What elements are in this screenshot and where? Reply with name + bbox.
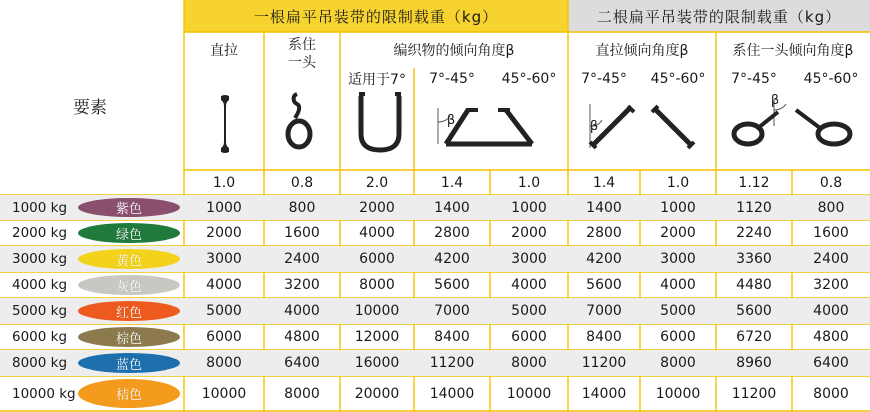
load-value: 6720 — [736, 329, 772, 345]
color-swatch — [78, 353, 180, 373]
color-name: 紫色 — [115, 202, 142, 217]
load-value: 5600 — [586, 277, 622, 293]
color-swatch — [78, 223, 180, 243]
capacity-label: 1000 kg — [12, 199, 68, 216]
load-value: 4000 — [511, 277, 547, 293]
load-value: 1000 — [206, 199, 242, 216]
factor-cell: 0.8 — [819, 174, 843, 191]
load-value: 4000 — [813, 303, 849, 319]
load-value: 10000 — [655, 385, 701, 402]
factor-cell: 1.4 — [440, 174, 464, 191]
col-double-straight: 直拉倾向角度β — [595, 43, 689, 59]
load-value: 5000 — [660, 303, 696, 319]
load-value: 3360 — [736, 251, 772, 267]
load-value: 1120 — [736, 199, 772, 216]
load-value: 1000 — [511, 199, 547, 216]
load-value: 8400 — [586, 329, 622, 345]
factor-cell: 1.12 — [738, 174, 770, 191]
load-value: 2000 — [511, 225, 547, 241]
angle-dbl-choke-a: 7°-45° — [731, 71, 777, 87]
load-value: 2400 — [284, 251, 320, 267]
capacity-label: 3000 kg — [12, 251, 68, 267]
color-name: 红色 — [115, 305, 142, 321]
capacity-label: 4000 kg — [12, 277, 68, 293]
angle-basket-a: 适用于7° — [348, 72, 406, 88]
load-value: 2000 — [206, 225, 242, 241]
color-name: 绿色 — [115, 227, 142, 243]
color-swatch — [78, 379, 180, 408]
color-swatch — [78, 275, 180, 295]
load-value: 6000 — [660, 329, 696, 345]
load-value: 8000 — [813, 385, 849, 402]
double-choke-sling-icon — [730, 98, 866, 152]
angle-basket-b: 7°-45° — [429, 71, 475, 87]
load-value: 4800 — [284, 329, 320, 345]
load-value: 4200 — [586, 251, 622, 267]
beta-label-double-choke: β — [770, 92, 780, 108]
load-value: 3000 — [206, 251, 242, 267]
load-value: 12000 — [354, 329, 400, 345]
load-value: 6000 — [359, 251, 395, 267]
load-value: 1400 — [434, 199, 470, 216]
angle-dbl-straight-a: 7°-45° — [581, 71, 627, 87]
basket-sling-icon — [355, 94, 405, 154]
load-value: 6400 — [813, 355, 849, 371]
load-value: 8000 — [359, 277, 395, 293]
load-value: 5000 — [206, 303, 242, 319]
load-value: 4000 — [660, 277, 696, 293]
angle-dbl-straight-b: 45°-60° — [650, 71, 706, 87]
double-sling-title: 二根扁平吊装带的限制载重（kg） — [596, 7, 842, 26]
load-value: 5000 — [511, 303, 547, 319]
factor-cell: 0.8 — [290, 174, 314, 191]
load-value: 800 — [288, 199, 316, 216]
load-value: 11200 — [581, 355, 627, 371]
load-value: 14000 — [429, 385, 475, 402]
load-value: 3000 — [660, 251, 696, 267]
load-value: 4000 — [284, 303, 320, 319]
load-value: 2000 — [660, 225, 696, 241]
load-value: 3200 — [813, 277, 849, 293]
load-value: 8960 — [736, 355, 772, 371]
load-value: 1600 — [284, 225, 320, 241]
col-basket: 编织物的倾向角度β — [393, 43, 515, 59]
color-name: 黄色 — [115, 253, 142, 269]
color-swatch — [78, 249, 180, 269]
load-value: 10000 — [354, 303, 400, 319]
load-value: 14000 — [581, 385, 627, 402]
load-value: 2800 — [586, 225, 622, 241]
color-name: 蓝色 — [115, 357, 142, 373]
choke-sling-icon — [282, 92, 316, 152]
beta-label-basket: β — [446, 112, 456, 128]
load-value: 1400 — [586, 199, 622, 216]
color-name: 棕色 — [115, 331, 142, 347]
load-value: 4480 — [736, 277, 772, 293]
factor-cell: 2.0 — [365, 174, 389, 191]
single-sling-title: 一根扁平吊装带的限制载重（kg） — [253, 7, 499, 26]
factor-cell: 1.4 — [592, 174, 616, 191]
load-value: 2000 — [359, 199, 395, 216]
factor-cell: 1.0 — [212, 174, 236, 191]
load-value: 4000 — [206, 277, 242, 293]
color-name: 灰色 — [115, 279, 142, 295]
load-value: 8000 — [511, 355, 547, 371]
factor-cell: 1.0 — [517, 174, 541, 191]
load-value: 4200 — [434, 251, 470, 267]
load-value: 4800 — [813, 329, 849, 345]
load-value: 8000 — [284, 385, 320, 402]
load-value: 2240 — [736, 225, 772, 241]
angle-basket-c: 45°-60° — [501, 71, 557, 87]
load-value: 6400 — [284, 355, 320, 371]
load-value: 11200 — [731, 385, 777, 402]
load-value: 1000 — [660, 199, 696, 216]
load-value: 5600 — [736, 303, 772, 319]
color-name: 桔色 — [115, 388, 142, 403]
load-value: 4000 — [359, 225, 395, 241]
capacity-label: 6000 kg — [12, 329, 68, 345]
load-value: 20000 — [354, 385, 400, 402]
straight-sling-icon — [215, 94, 235, 154]
color-swatch — [78, 198, 180, 217]
col-double-choke: 系住一头倾向角度β — [732, 43, 854, 59]
load-value: 6000 — [511, 329, 547, 345]
capacity-label: 8000 kg — [12, 355, 68, 371]
angle-dbl-choke-b: 45°-60° — [803, 71, 859, 87]
load-value: 10000 — [506, 385, 552, 402]
load-value: 2400 — [813, 251, 849, 267]
color-swatch — [78, 327, 180, 347]
load-value: 3000 — [511, 251, 547, 267]
load-value: 3200 — [284, 277, 320, 293]
color-swatch — [78, 301, 180, 321]
load-value: 8000 — [660, 355, 696, 371]
load-value: 7000 — [586, 303, 622, 319]
load-value: 10000 — [201, 385, 247, 402]
capacity-label: 5000 kg — [12, 303, 68, 319]
load-value: 800 — [817, 199, 845, 216]
load-value: 2800 — [434, 225, 470, 241]
load-value: 8400 — [434, 329, 470, 345]
load-value: 5600 — [434, 277, 470, 293]
capacity-label: 10000 kg — [12, 385, 76, 402]
load-value: 1600 — [813, 225, 849, 241]
requirement-label: 要素 — [73, 97, 107, 118]
beta-label-double-straight: β — [589, 118, 599, 134]
col-choke: 系住 一头 — [288, 37, 316, 71]
col-straight: 直拉 — [210, 43, 238, 59]
factor-cell: 1.0 — [666, 174, 690, 191]
load-value: 6000 — [206, 329, 242, 345]
load-value: 11200 — [429, 355, 475, 371]
load-value: 7000 — [434, 303, 470, 319]
capacity-label: 2000 kg — [12, 225, 68, 241]
load-value: 8000 — [206, 355, 242, 371]
load-value: 16000 — [354, 355, 400, 371]
